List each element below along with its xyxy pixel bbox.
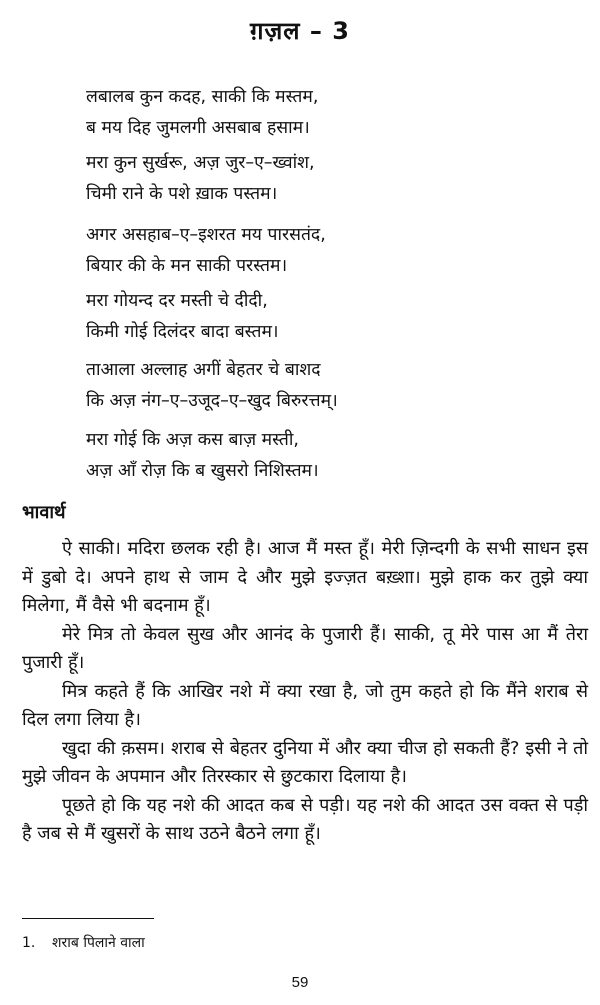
footnote-number: 1. — [22, 935, 36, 951]
paragraph: मेरे मित्र तो केवल सुख और आनंद के पुजारी हैं। साकी, तू मेरे पास आ मैं तेरा पुजारी हूँ। — [22, 623, 588, 673]
footnote — [22, 933, 145, 952]
paragraph: मित्र कहते हैं कि आखिर नशे में क्या रखा है, जो तुम कहते हो कि मैंने शराब से दिल लगा लिया है। — [22, 680, 588, 730]
stanza-3 — [86, 220, 326, 282]
verse-line: मरा गोई कि अज़ कस बाज़ मस्ती, — [86, 430, 299, 450]
verse-line: अज़ आँ रोज़ कि ब खुसरो निशिस्तम। — [86, 461, 319, 481]
stanza-4 — [86, 286, 279, 348]
stanza-1 — [86, 82, 318, 144]
verse-line: मरा गोयन्द दर मस्ती चे दीदी, — [86, 291, 268, 311]
verse-line: बियार की के मन साकी परस्तम। — [86, 256, 288, 276]
verse-line: कि अज़ नंग–ए–उजूद–ए–खुद बिरुरत्तम्। — [86, 391, 338, 411]
verse-line: किमी गोई दिलंदर बादा बस्तम। — [86, 322, 279, 342]
stanza-2 — [86, 148, 315, 210]
page-title: ग़ज़ल – 3 — [249, 17, 350, 45]
stanza-5 — [86, 355, 338, 417]
stanza-6 — [86, 425, 319, 487]
paragraph: ऐ साकी। मदिरा छलक रही है। आज मैं मस्त हूँ। मेरी ज़िन्दगी के सभी साधन इस में डुबो दे। अपने हाथ से जाम दे और मुझे इज्ज़त बख़्शा। मुझे हाक कर तुझे क्या मिलेगा, मैं वैसे भी बदनाम हूँ। — [22, 538, 588, 616]
section-heading: भावार्थ — [22, 502, 66, 523]
footnote-text: शराब पिलाने वाला — [52, 935, 145, 951]
verse-line: अगर असहाब–ए–इशरत मय पारसतंद, — [86, 225, 326, 245]
verse-line: लबालब कुन कदह, साकी कि मस्तम, — [86, 87, 319, 107]
verse-line: चिमी राने के पशे ख़ाक पस्तम। — [86, 184, 278, 204]
paragraph: खुदा की क़सम। शराब से बेहतर दुनिया में और क्या चीज हो सकती हैं? इसी ने तो मुझे जीवन के अपमान और तिरस्कार से छुटकारा दिलाया है। — [22, 737, 588, 787]
page-number: 59 — [291, 974, 309, 991]
verse-line: ताआला अल्लाह अगीं बेहतर चे बाशद — [86, 360, 321, 380]
footnote-divider — [22, 918, 154, 919]
verse-line: मरा कुन सुर्खरू, अज़ जुर–ए–ख्वांश, — [86, 153, 315, 173]
explanation-body — [22, 535, 588, 849]
paragraph: पूछते हो कि यह नशे की आदत कब से पड़ी। यह नशे की आदत उस वक्त से पड़ी है जब से मैं खुसरों के साथ उठने बैठने लगा हूँ। — [22, 794, 588, 844]
verse-line: ब मय दिह जुमलगी असबाब हसाम। — [86, 118, 310, 138]
